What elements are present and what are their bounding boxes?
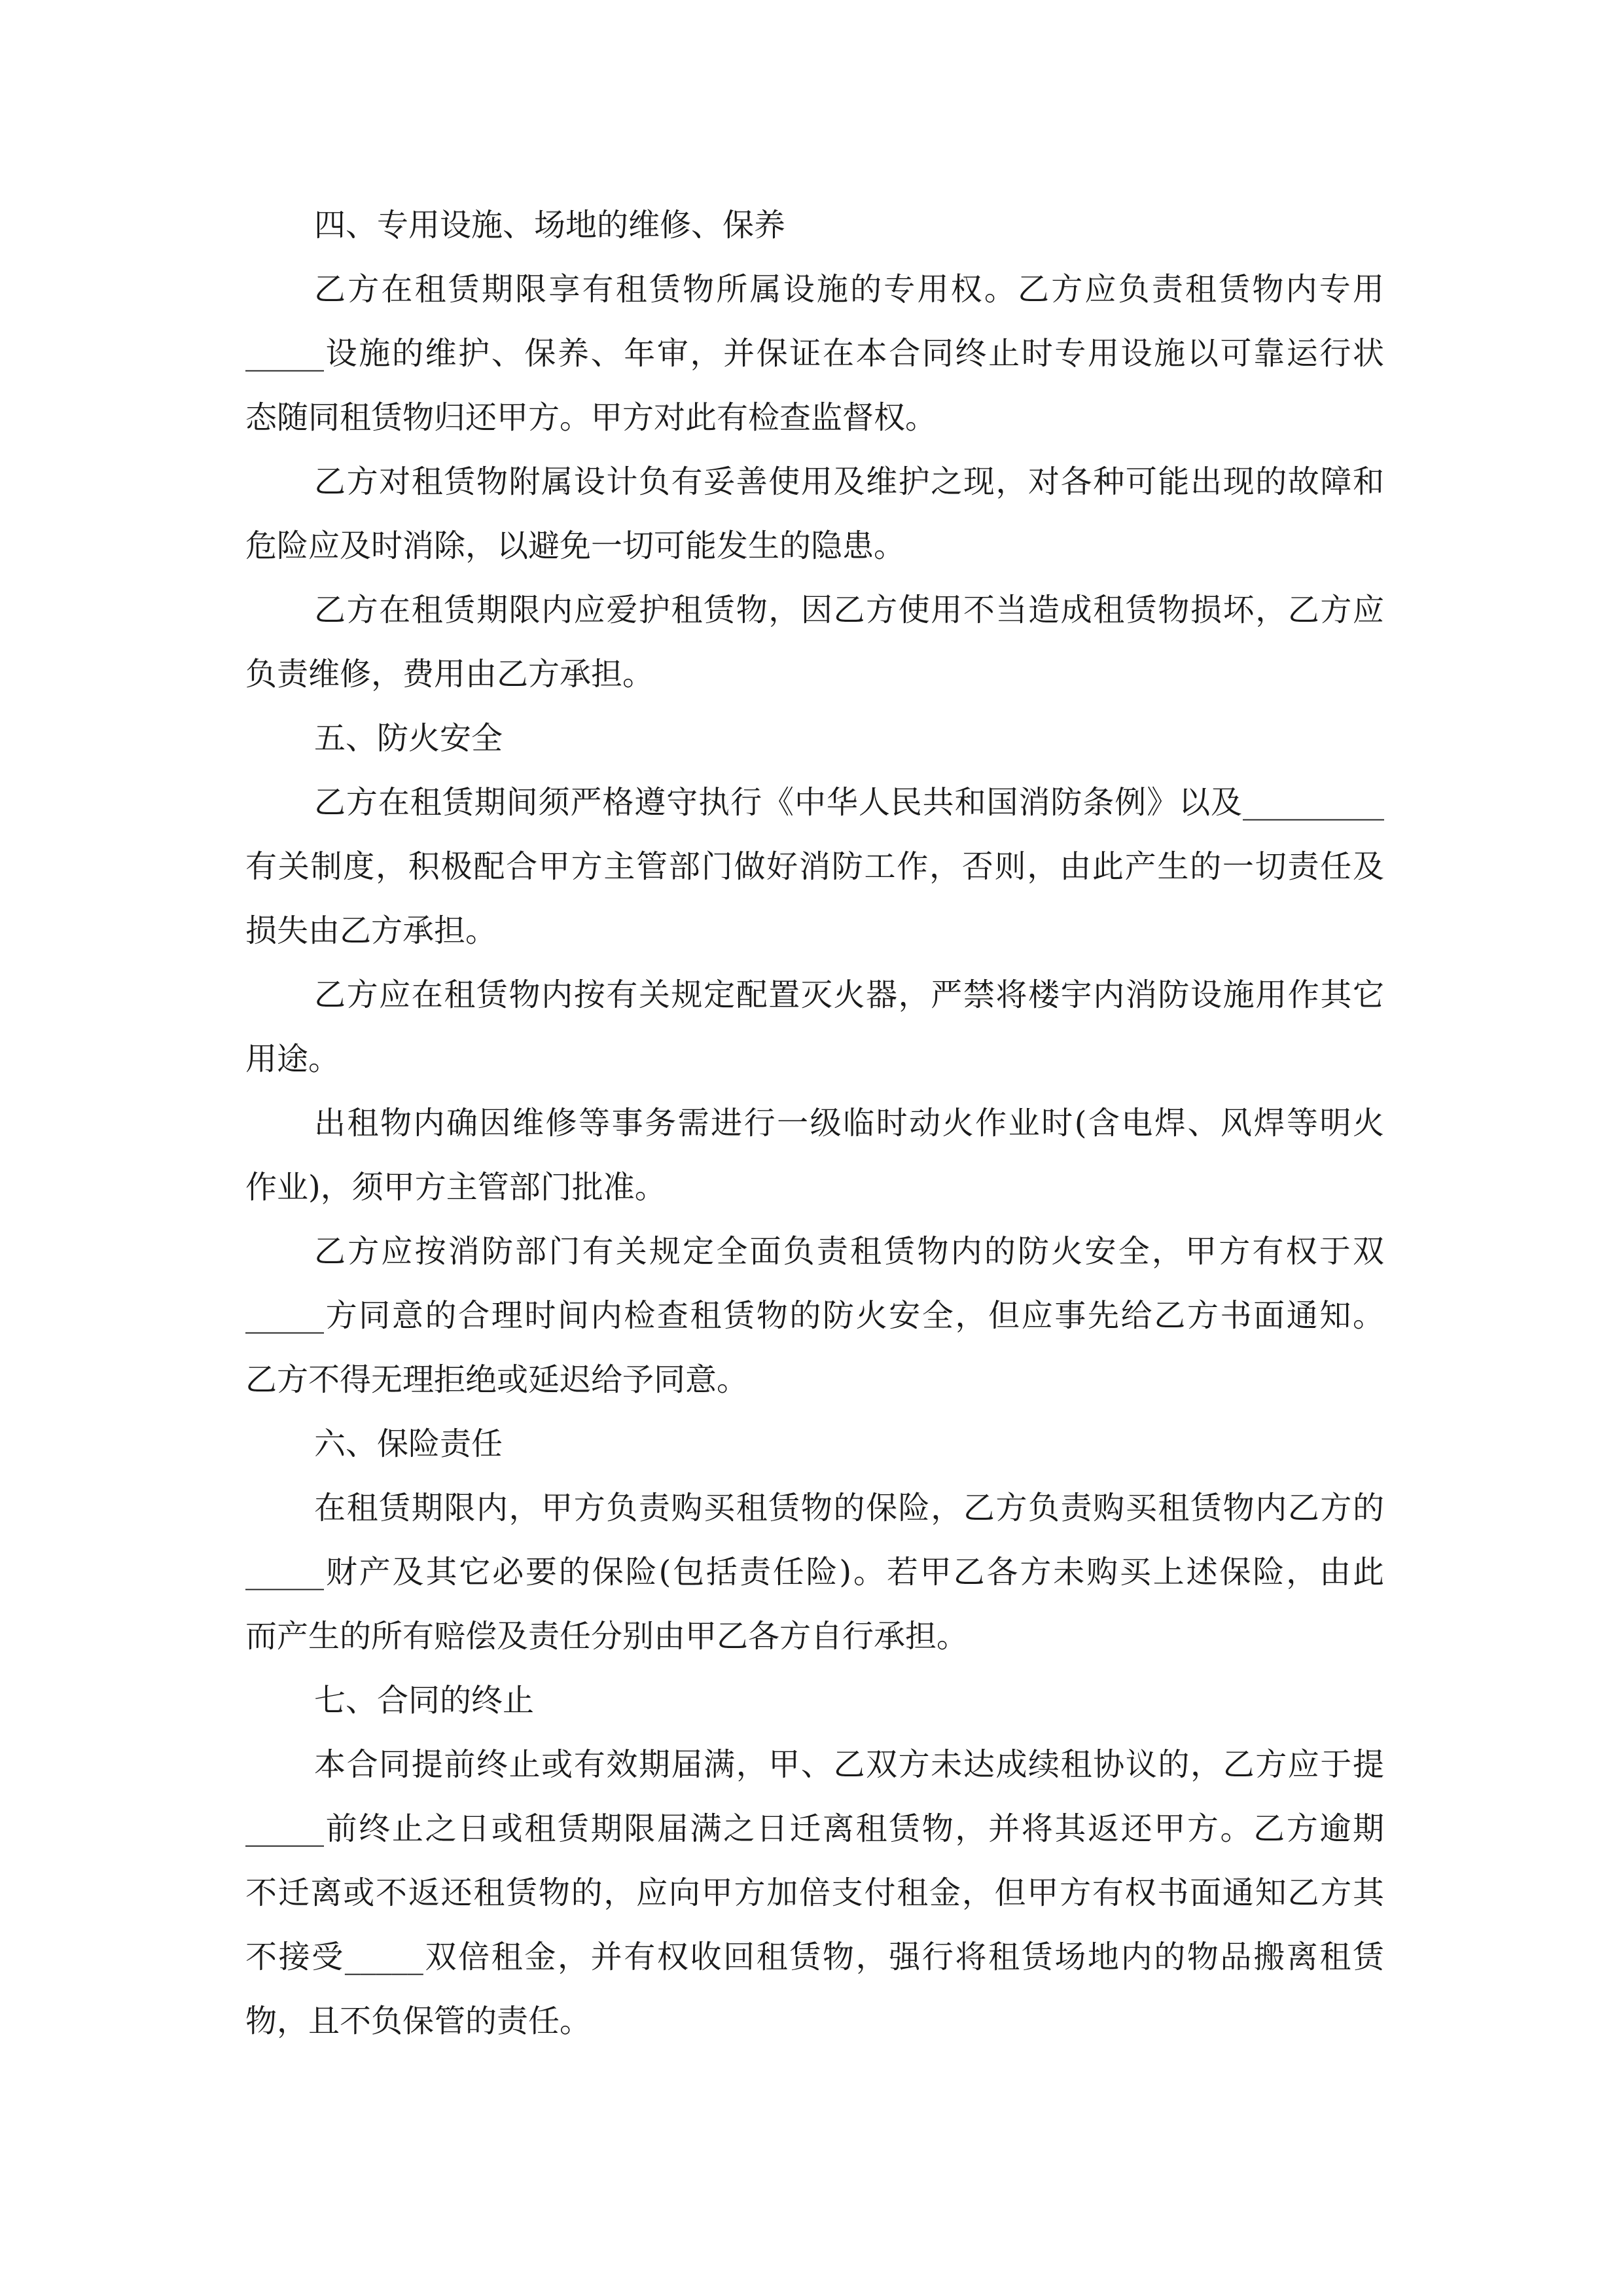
section-heading-4: 四、专用设施、场地的维修、保养	[314, 207, 786, 243]
paragraph-line: 有关制度，积极配合甲方主管部门做好消防工作，否则，由此产生的一切责任及	[245, 848, 1384, 885]
paragraph-line: 乙方在租赁期限内应爱护租赁物，因乙方使用不当造成租赁物损坏，乙方应	[314, 592, 1384, 628]
paragraph-line: 不接受_____双倍租金，并有权收回租赁物，强行将租赁场地内的物品搬离租赁	[245, 1939, 1384, 1975]
paragraph-line: 危险应及时消除，以避免一切可能发生的隐患。	[245, 528, 906, 564]
paragraph-line: 用途。	[245, 1041, 340, 1077]
section-heading-6: 六、保险责任	[314, 1426, 503, 1462]
paragraph-line: 乙方不得无理拒绝或延迟给予同意。	[245, 1361, 749, 1398]
paragraph-line: 态随同租赁物归还甲方。甲方对此有检查监督权。	[245, 399, 937, 436]
section-heading-5: 五、防火安全	[314, 720, 503, 757]
paragraph-line: _____财产及其它必要的保险(包括责任险)。若甲乙各方未购买上述保险，由此	[245, 1554, 1384, 1590]
paragraph-line: 乙方应按消防部门有关规定全面负责租赁物内的防火安全，甲方有权于双	[314, 1233, 1384, 1270]
paragraph-line: 乙方应在租赁物内按有关规定配置灭火器，严禁将楼宇内消防设施用作其它	[314, 977, 1384, 1013]
paragraph-line: 乙方对租赁物附属设计负有妥善使用及维护之现，对各种可能出现的故障和	[314, 463, 1384, 500]
paragraph-line: 出租物内确因维修等事务需进行一级临时动火作业时(含电焊、风焊等明火	[314, 1105, 1384, 1141]
paragraph-line: 作业)，须甲方主管部门批准。	[245, 1169, 666, 1206]
paragraph-line: 在租赁期限内，甲方负责购买租赁物的保险，乙方负责购买租赁物内乙方的	[314, 1490, 1384, 1526]
paragraph-line: 负责维修，费用由乙方承担。	[245, 656, 654, 692]
paragraph-line: 损失由乙方承担。	[245, 912, 497, 949]
paragraph-line: 而产生的所有赔偿及责任分别由甲乙各方自行承担。	[245, 1618, 969, 1655]
paragraph-line: 不迁离或不返还租赁物的，应向甲方加倍支付租金，但甲方有权书面通知乙方其	[245, 1874, 1384, 1911]
paragraph-line: 乙方在租赁期间须严格遵守执行《中华人民共和国消防条例》以及_________	[314, 784, 1384, 821]
paragraph-line: 乙方在租赁期限享有租赁物所属设施的专用权。乙方应负责租赁物内专用	[314, 271, 1384, 308]
paragraph-line: 物，且不负保管的责任。	[245, 2003, 592, 2039]
section-heading-7: 七、合同的终止	[314, 1682, 535, 1719]
paragraph-line: _____方同意的合理时间内检查租赁物的防火安全，但应事先给乙方书面通知。	[245, 1297, 1384, 1334]
paragraph-line: _____前终止之日或租赁期限届满之日迁离租赁物，并将其返还甲方。乙方逾期	[245, 1810, 1384, 1847]
paragraph-line: _____设施的维护、保养、年审，并保证在本合同终止时专用设施以可靠运行状	[245, 335, 1384, 372]
paragraph-line: 本合同提前终止或有效期届满，甲、乙双方未达成续租协议的，乙方应于提	[314, 1746, 1384, 1783]
